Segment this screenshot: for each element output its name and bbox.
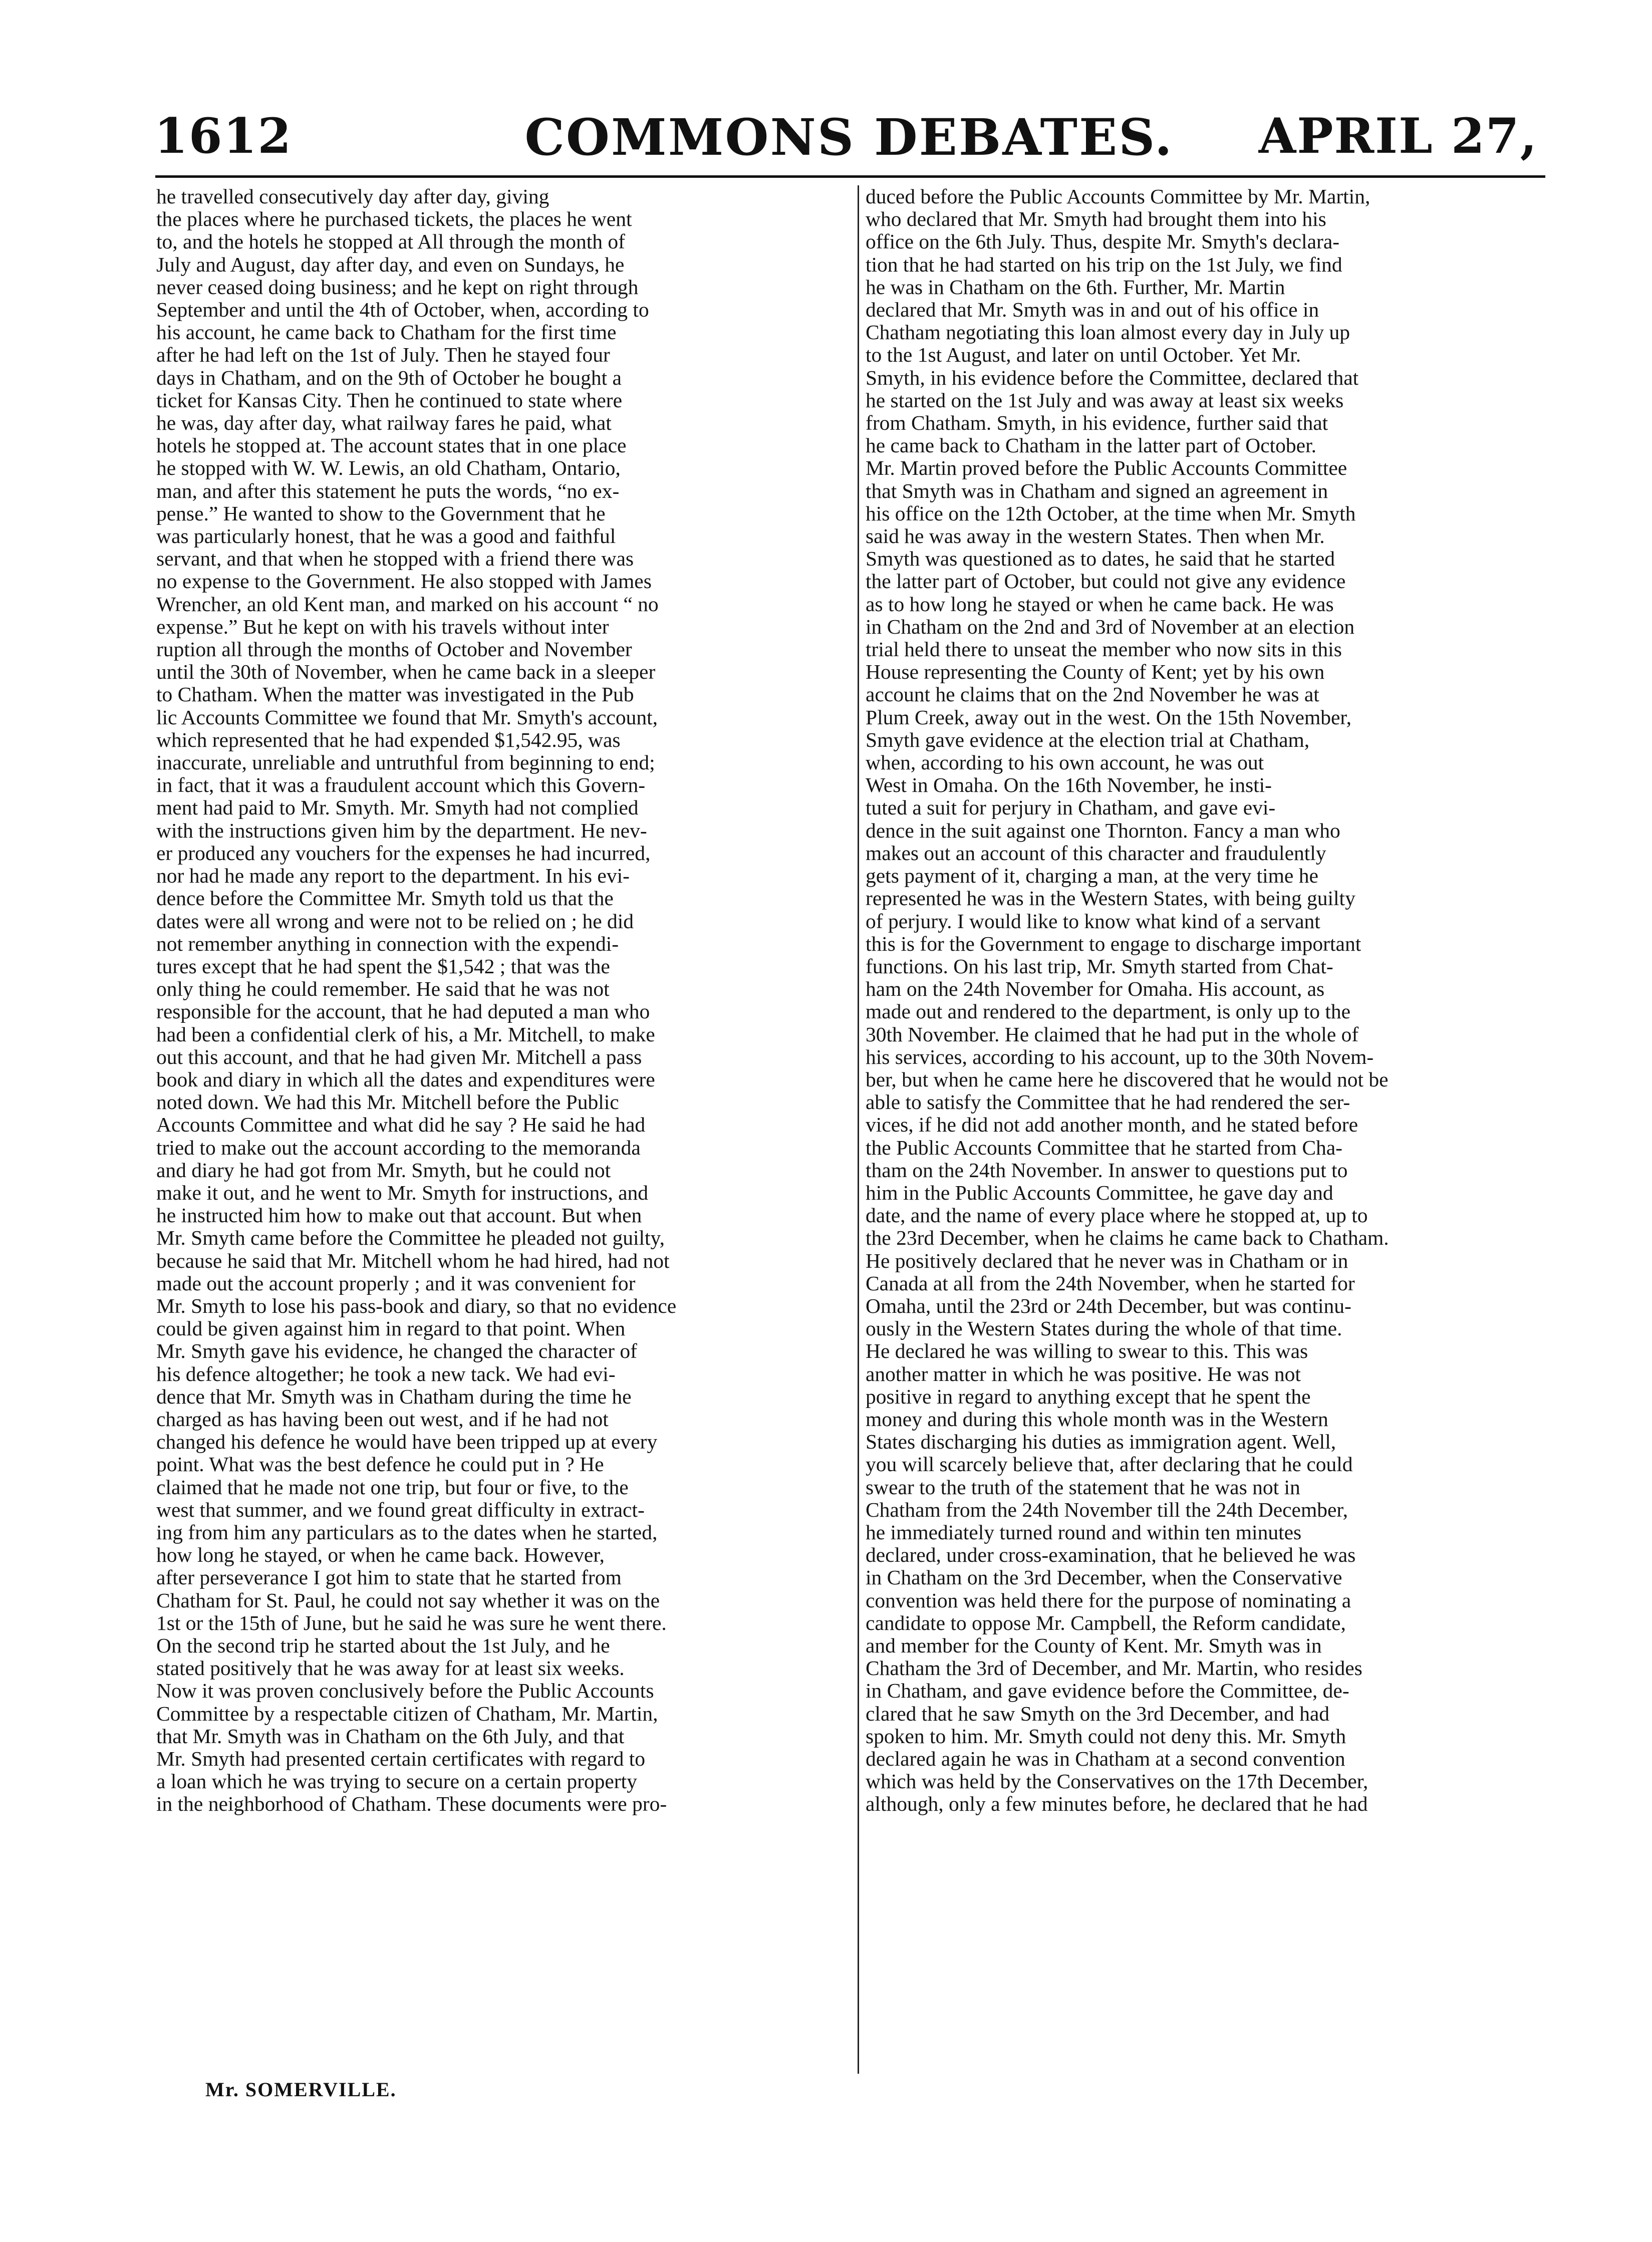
left-column <box>156 185 843 2079</box>
page-date: APRIL 27, <box>1258 108 1538 164</box>
column-divider <box>858 185 859 2074</box>
right-column-text: duced before the Public Accounts Committee by Mr. Martin, who declared that Mr. Smyth had brought them into his office on the 6th July. Thus, despite Mr. Smyth's declara- tion that he had started on his trip on the 1st July, we find he was in Chatham on the 6th. Further, Mr. Martin declared that Mr. Smyth was in and out of his office in Chatham negotiating this loan almost every day in July up to the 1st August, and later on until October. Yet Mr. Smyth, in his evidence before the Committee, declared that he started on the 1st July and was away at least six weeks from Chatham. Smyth, in his evidence, further said that he came back to Chatham in the latter part of October. Mr. Martin proved before the Public Accounts Committee that Smyth was in Chatham and signed an agreement in his office on the 12th October, at the time when Mr. Smyth said he was away in the western States. Then when Mr. Smyth was questioned as to dates, he said that he started the latter part of October, but could not give any evidence as to how long he stayed or when he came back. He was in Chatham on the 2nd and 3rd of November at an election trial held there to unseat the member who now sits in this House representing the County of Kent; yet by his own account he claims that on the 2nd November he was at Plum Creek, away out in the west. On the 15th November, Smyth gave evidence at the election trial at Chatham, when, according to his own account, he was out West in Omaha. On the 16th November, he insti- tuted a suit for perjury in Chatham, and gave evi- dence in the suit against one Thornton. Fancy a man who makes out an account of this character and fraudulently gets payment of it, charging a man, at the very time he represented he was in the Western States, with being guilty of perjury. I would like to know what kind of a servant this is for the Government to engage to discharge important functions. On his last trip, Mr. Smyth started from Chat- ham on the 24th November for Omaha. His account, as made out and rendered to the department, is only up to the 30th November. He claimed that he had put in the whole of his services, according to his account, up to the 30th Novem- ber, but when he came here he discovered that he would not be able to satisfy the Committee that he had rendered the ser- vices, if he did not add another month, and he stated before the Public Accounts Committee that he started from Cha- tham on the 24th November. In answer to questions put to him in the Public Accounts Committee, he gave day and date, and the name of every place where he stopped at, up to the 23rd December, when he claims he came back to Chatham. He positively declared that he never was in Chatham or in Canada at all from the 24th November, when he started for Omaha, until the 23rd or 24th December, but was continu- ously in the Western States during the whole of that time. He declared he was willing to swear to this. This was another matter in which he was positive. He was not positive in regard to anything except that he spent the money and during this whole month was in the Western States discharging his duties as immigration agent. Well, you will scarcely believe that, after declaring that he could swear to the truth of the statement that he was not in Chatham from the 24th November till the 24th December, he immediately turned round and within ten minutes declared, under cross-examination, that he believed he was in Chatham on the 3rd December, when the Conservative convention was held there for the purpose of nominating a candidate to oppose Mr. Campbell, the Reform candidate, and member for the County of Kent. Mr. Smyth was in Chatham the 3rd of December, and Mr. Martin, who resides in Chatham, and gave evidence before the Committee, de- clared that he saw Smyth on the 3rd December, and had spoken to him. Mr. Smyth could not deny this. Mr. Smyth declared again he was in Chatham at a second convention which was held by the Conservatives on the 17th December, although, only a few minutes before, he declared that he had <box>866 185 1389 1816</box>
header-rule <box>155 175 1545 178</box>
publication-title: COMMONS DEBATES. <box>524 108 1174 167</box>
left-column-text: he travelled consecutively day after day, giving the places where he purchased tickets, the places he went to, and the hotels he stopped at All through the month of July and August, day after day, and even on Sundays, he never ceased doing business; and he kept on right through September and until the 4th of October, when, according to his account, he came back to Chatham for the first time after he had left on the 1st of July. Then he stayed four days in Chatham, and on the 9th of October he bought a ticket for Kansas City. Then he continued to state where he was, day after day, what railway fares he paid, what hotels he stopped at. The account states that in one place he stopped with W. W. Lewis, an old Chatham, Ontario, man, and after this statement he puts the words, “no ex- pense.” He wanted to show to the Government that he was particularly honest, that he was a good and faithful servant, and that when he stopped with a friend there was no expense to the Government. He also stopped with James Wrencher, an old Kent man, and marked on his account “ no expense.” But he kept on with his travels without inter ruption all through the months of October and November until the 30th of November, when he came back in a sleeper to Chatham. When the matter was investigated in the Pub lic Accounts Committee we found that Mr. Smyth's account, which represented that he had expended $1,542.95, was inaccurate, unreliable and untruthful from beginning to end; in fact, that it was a fraudulent account which this Govern- ment had paid to Mr. Smyth. Mr. Smyth had not complied with the instructions given him by the department. He nev- er produced any vouchers for the expenses he had incurred, nor had he made any report to the department. In his evi- dence before the Committee Mr. Smyth told us that the dates were all wrong and were not to be relied on ; he did not remember anything in connection with the expendi- tures except that he had spent the $1,542 ; that was the only thing he could remember. He said that he was not responsible for the account, that he had deputed a man who had been a confidential clerk of his, a Mr. Mitchell, to make out this account, and that he had given Mr. Mitchell a pass book and diary in which all the dates and expenditures were noted down. We had this Mr. Mitchell before the Public Accounts Committee and what did he say ? He said he had tried to make out the account according to the memoranda and diary he had got from Mr. Smyth, but he could not make it out, and he went to Mr. Smyth for instructions, and he instructed him how to make out that account. But when Mr. Smyth came before the Committee he pleaded not guilty, because he said that Mr. Mitchell whom he had hired, had not made out the account properly ; and it was convenient for Mr. Smyth to lose his pass-book and diary, so that no evidence could be given against him in regard to that point. When Mr. Smyth gave his evidence, he changed the character of his defence altogether; he took a new tack. We had evi- dence that Mr. Smyth was in Chatham during the time he charged as has having been out west, and if he had not changed his defence he would have been tripped up at every point. What was the best defence he could put in ? He claimed that he made not one trip, but four or five, to the west that summer, and we found great difficulty in extract- ing from him any particulars as to the dates when he started, how long he stayed, or when he came back. However, after perseverance I got him to state that he started from Chatham for St. Paul, he could not say whether it was on the 1st or the 15th of June, but he said he was sure he went there. On the second trip he started about the 1st July, and he stated positively that he was away for at least six weeks. Now it was proven conclusively before the Public Accounts Committee by a respectable citizen of Chatham, Mr. Martin, that Mr. Smyth was in Chatham on the 6th July, and that Mr. Smyth had presented certain certificates with regard to a loan which he was trying to secure on a certain property in the neighborhood of Chatham. These documents were pro- <box>156 185 677 1816</box>
page-number: 1612 <box>154 108 293 164</box>
right-column <box>866 185 1552 2079</box>
page-header <box>150 108 1548 170</box>
speaker-footer: Mr. SOMERVILLE. <box>205 2078 397 2101</box>
